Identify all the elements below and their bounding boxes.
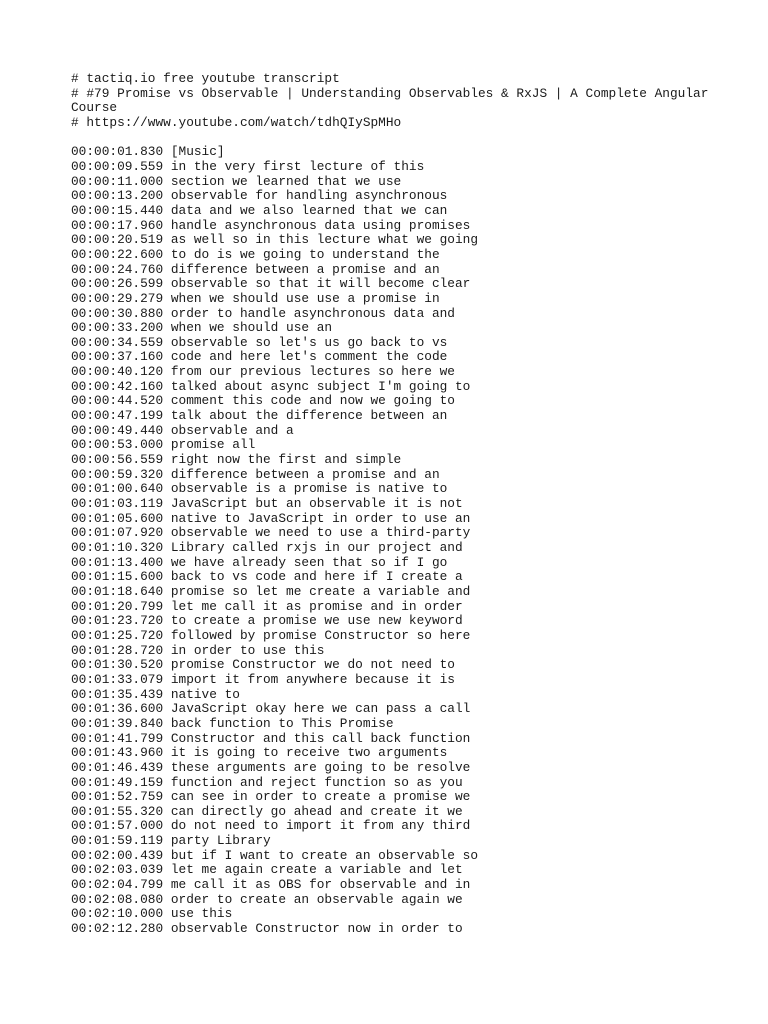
timestamp: 00:01:13.400 <box>71 554 164 570</box>
caption-text: observable for handling asynchronous <box>170 188 448 204</box>
caption-text: function and reject function so as you <box>170 774 463 790</box>
caption-text: native to <box>170 686 240 702</box>
caption-text: import it from anywhere because it is <box>170 671 455 687</box>
caption-text: JavaScript but an observable it is not <box>170 496 463 512</box>
timestamp: 00:00:37.160 <box>71 349 164 365</box>
timestamp: 00:01:49.159 <box>71 774 164 790</box>
timestamp: 00:01:41.799 <box>71 730 164 746</box>
caption-text: comment this code and now we going to <box>170 393 455 409</box>
video-title-line: # #79 Promise vs Observable | Understanding Observables & RxJS | A Complete Angular Course <box>71 85 717 116</box>
caption-text: order to create an observable again we <box>170 891 463 907</box>
timestamp: 00:00:22.600 <box>71 246 164 262</box>
transcript-line <box>71 424 711 439</box>
caption-text: [Music] <box>170 144 225 160</box>
caption-text: right now the first and simple <box>170 452 402 468</box>
caption-text: to do is we going to understand the <box>170 246 440 262</box>
transcript-line <box>71 746 711 761</box>
transcript-line <box>71 863 711 878</box>
timestamp: 00:01:55.320 <box>71 803 164 819</box>
timestamp: 00:01:28.720 <box>71 642 164 658</box>
caption-text: back function to This Promise <box>170 715 394 731</box>
caption-text: difference between a promise and an <box>170 261 440 277</box>
transcript-line <box>71 834 711 849</box>
timestamp: 00:01:20.799 <box>71 598 164 614</box>
timestamp: 00:01:10.320 <box>71 540 164 555</box>
caption-text: followed by promise Constructor so here <box>170 627 471 643</box>
transcript-line <box>71 160 711 175</box>
caption-text: handle asynchronous data using promises <box>170 217 471 233</box>
timestamp: 00:00:26.599 <box>71 276 164 292</box>
timestamp: 00:01:00.640 <box>71 481 164 497</box>
transcript-line <box>71 248 711 263</box>
caption-text: talk about the difference between an <box>170 408 448 424</box>
transcript-line <box>71 556 711 571</box>
timestamp: 00:00:09.559 <box>71 158 164 174</box>
caption-text: Library called rxjs in our project and <box>170 540 463 555</box>
caption-text: use this <box>170 906 233 922</box>
transcript-line <box>71 629 711 644</box>
transcript-line <box>71 468 711 483</box>
transcript-body <box>71 145 711 936</box>
source-line: # tactiq.io free youtube transcript <box>71 71 340 86</box>
transcript-line <box>71 761 711 776</box>
transcript-line <box>71 394 711 409</box>
timestamp: 00:02:08.080 <box>71 891 164 907</box>
transcript-line <box>71 453 711 468</box>
timestamp: 00:01:57.000 <box>71 818 164 834</box>
transcript-line <box>71 658 711 673</box>
transcript-line <box>71 688 711 703</box>
transcript-line <box>71 644 711 659</box>
caption-text: promise all <box>170 437 256 453</box>
timestamp: 00:00:42.160 <box>71 378 164 394</box>
caption-text: observable Constructor now in order to <box>170 921 463 937</box>
timestamp: 00:00:29.279 <box>71 290 164 306</box>
caption-text: observable so let's us go back to vs <box>170 334 448 350</box>
caption-text: party Library <box>170 833 271 849</box>
timestamp: 00:00:01.830 <box>71 144 164 160</box>
transcript-line <box>71 526 711 541</box>
transcript-line <box>71 907 711 922</box>
transcript-line <box>71 482 711 497</box>
transcript-line <box>71 512 711 527</box>
transcript-line <box>71 600 711 615</box>
caption-text: can directly go ahead and create it we <box>170 803 463 819</box>
transcript-line <box>71 365 711 380</box>
timestamp: 00:01:30.520 <box>71 657 164 673</box>
timestamp: 00:01:59.119 <box>71 833 164 849</box>
transcript-line <box>71 893 711 908</box>
timestamp: 00:02:00.439 <box>71 847 164 863</box>
transcript-line <box>71 438 711 453</box>
caption-text: as well so in this lecture what we going <box>170 232 479 248</box>
caption-text: observable is a promise is native to <box>170 481 448 497</box>
caption-text: these arguments are going to be resolve <box>170 759 471 775</box>
transcript-line <box>71 717 711 732</box>
transcript-line <box>71 145 711 160</box>
transcript-line <box>71 336 711 351</box>
timestamp: 00:00:15.440 <box>71 202 164 218</box>
timestamp: 00:01:07.920 <box>71 525 164 541</box>
transcript-line <box>71 175 711 190</box>
transcript-line <box>71 277 711 292</box>
timestamp: 00:02:12.280 <box>71 921 164 937</box>
transcript-line <box>71 204 711 219</box>
timestamp: 00:00:47.199 <box>71 408 164 424</box>
timestamp: 00:02:03.039 <box>71 862 164 878</box>
caption-text: from our previous lectures so here we <box>170 364 455 380</box>
timestamp: 00:00:11.000 <box>71 173 164 189</box>
timestamp: 00:00:33.200 <box>71 320 164 336</box>
timestamp: 00:00:40.120 <box>71 364 164 380</box>
timestamp: 00:00:34.559 <box>71 334 164 350</box>
timestamp: 00:00:44.520 <box>71 393 164 409</box>
transcript-line <box>71 497 711 512</box>
timestamp: 00:00:13.200 <box>71 188 164 204</box>
timestamp: 00:01:35.439 <box>71 686 164 702</box>
caption-text: promise so let me create a variable and <box>170 583 471 599</box>
transcript-line <box>71 263 711 278</box>
timestamp: 00:01:05.600 <box>71 510 164 526</box>
timestamp: 00:01:39.840 <box>71 715 164 731</box>
caption-text: it is going to receive two arguments <box>170 745 448 761</box>
caption-text: order to handle asynchronous data and <box>170 305 455 321</box>
timestamp: 00:01:36.600 <box>71 701 164 717</box>
timestamp: 00:01:46.439 <box>71 759 164 775</box>
caption-text: observable we need to use a third-party <box>170 525 471 541</box>
caption-text: but if I want to create an observable so <box>170 847 479 863</box>
transcript-line <box>71 776 711 791</box>
transcript-line <box>71 292 711 307</box>
transcript-line <box>71 219 711 234</box>
caption-text: can see in order to create a promise we <box>170 789 471 805</box>
transcript-line <box>71 570 711 585</box>
caption-text: in order to use this <box>170 642 325 658</box>
transcript-line <box>71 541 711 556</box>
transcript-line <box>71 307 711 322</box>
caption-text: me call it as OBS for observable and in <box>170 877 471 893</box>
caption-text: when we should use an <box>170 320 333 336</box>
caption-text: talked about async subject I'm going to <box>170 378 471 394</box>
transcript-line <box>71 732 711 747</box>
caption-text: when we should use use a promise in <box>170 290 440 306</box>
header-spacer <box>71 131 711 146</box>
caption-text: difference between a promise and an <box>170 466 440 482</box>
caption-text: code and here let's comment the code <box>170 349 448 365</box>
timestamp: 00:00:20.519 <box>71 232 164 248</box>
timestamp: 00:01:23.720 <box>71 613 164 629</box>
timestamp: 00:00:56.559 <box>71 452 164 468</box>
transcript-line <box>71 189 711 204</box>
transcript-line <box>71 849 711 864</box>
caption-text: back to vs code and here if I create a <box>170 569 463 585</box>
timestamp: 00:01:52.759 <box>71 789 164 805</box>
transcript-line <box>71 673 711 688</box>
caption-text: let me call it as promise and in order <box>170 598 463 614</box>
caption-text: do not need to import it from any third <box>170 818 471 834</box>
caption-text: observable and a <box>170 422 294 438</box>
transcript-line <box>71 409 711 424</box>
transcript-line <box>71 702 711 717</box>
timestamp: 00:01:03.119 <box>71 496 164 512</box>
timestamp: 00:01:43.960 <box>71 745 164 761</box>
caption-text: JavaScript okay here we can pass a call <box>170 701 471 717</box>
transcript-line <box>71 585 711 600</box>
transcript-line <box>71 350 711 365</box>
transcript-line <box>71 614 711 629</box>
timestamp: 00:00:24.760 <box>71 261 164 277</box>
caption-text: data and we also learned that we can <box>170 202 448 218</box>
timestamp: 00:02:10.000 <box>71 906 164 922</box>
caption-text: section we learned that we use <box>170 173 402 189</box>
transcript-line <box>71 790 711 805</box>
video-url-line: # https://www.youtube.com/watch/tdhQIySpMHo <box>71 114 402 130</box>
timestamp: 00:01:18.640 <box>71 583 164 599</box>
caption-text: observable so that it will become clear <box>170 276 471 292</box>
transcript-document <box>71 71 717 937</box>
timestamp: 00:01:25.720 <box>71 627 164 643</box>
transcript-line <box>71 878 711 893</box>
timestamp: 00:00:49.440 <box>71 422 164 438</box>
timestamp: 00:00:17.960 <box>71 217 164 233</box>
timestamp: 00:00:53.000 <box>71 437 164 453</box>
transcript-line <box>71 380 711 395</box>
caption-text: we have already seen that so if I go <box>170 554 448 570</box>
transcript-line <box>71 321 711 336</box>
caption-text: in the very first lecture of this <box>170 158 425 174</box>
caption-text: promise Constructor we do not need to <box>170 657 455 673</box>
transcript-line <box>71 819 711 834</box>
timestamp: 00:00:59.320 <box>71 466 164 482</box>
timestamp: 00:00:30.880 <box>71 305 164 321</box>
timestamp: 00:02:04.799 <box>71 877 164 893</box>
transcript-line <box>71 233 711 248</box>
transcript-line <box>71 922 711 937</box>
timestamp: 00:01:33.079 <box>71 671 164 687</box>
caption-text: to create a promise we use new keyword <box>170 613 463 629</box>
caption-text: Constructor and this call back function <box>170 730 471 746</box>
timestamp: 00:01:15.600 <box>71 569 164 585</box>
caption-text: native to JavaScript in order to use an <box>170 510 471 526</box>
transcript-line <box>71 805 711 820</box>
caption-text: let me again create a variable and let <box>170 862 463 878</box>
